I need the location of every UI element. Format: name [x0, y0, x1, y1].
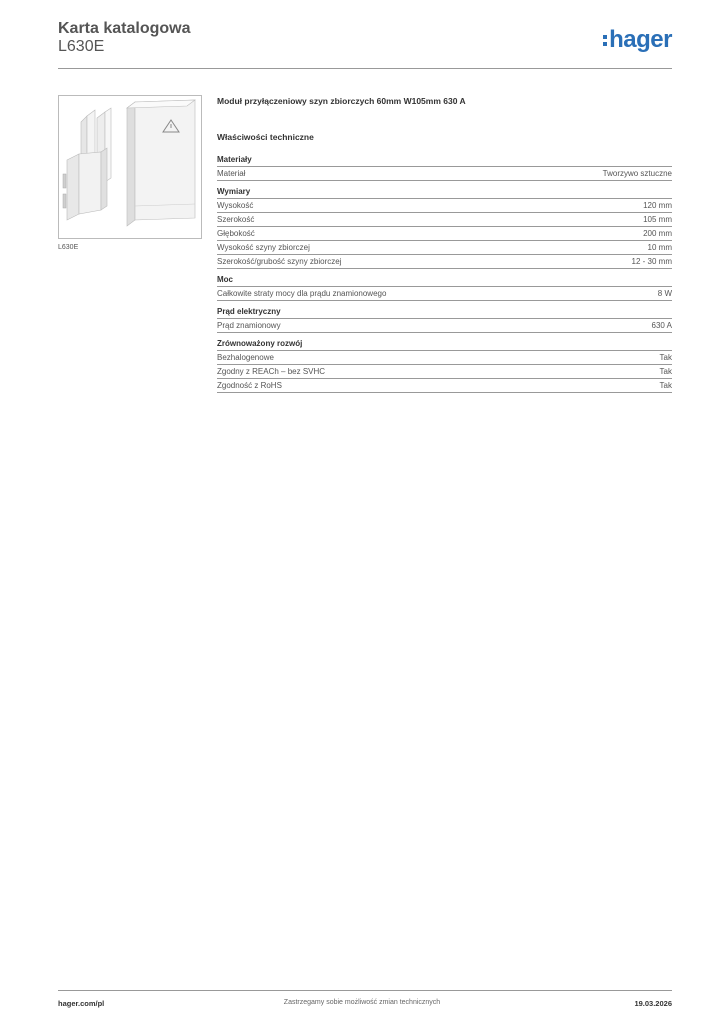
spec-value: 8 W [657, 289, 672, 298]
spec-label: Wysokość szyny zbiorczej [217, 243, 310, 252]
footer-divider [58, 990, 672, 991]
group-title: Zrównoważony rozwój [217, 339, 672, 351]
group-dimensions [217, 187, 672, 269]
spec-label: Szerokość [217, 215, 255, 224]
spec-row [217, 255, 672, 269]
spec-row [217, 227, 672, 241]
spec-value: Tak [659, 353, 672, 362]
spec-label: Prąd znamionowy [217, 321, 281, 330]
image-caption: L630E [58, 244, 79, 251]
group-materials [217, 155, 672, 181]
spec-label: Materiał [217, 169, 246, 178]
spec-value: 12 - 30 mm [631, 257, 672, 266]
group-title: Prąd elektryczny [217, 307, 672, 319]
spec-row [217, 167, 672, 181]
header-divider [58, 68, 672, 69]
spec-row [217, 213, 672, 227]
spec-row [217, 319, 672, 333]
technical-properties-heading: Właściwości techniczne [217, 132, 314, 142]
logo-text: hager [609, 26, 672, 53]
group-title: Wymiary [217, 187, 672, 199]
group-sustainability [217, 339, 672, 393]
spec-value: Tworzywo sztuczne [602, 169, 672, 178]
spec-row [217, 351, 672, 365]
spec-value: 105 mm [643, 215, 672, 224]
spec-label: Szerokość/grubość szyny zbiorczej [217, 257, 342, 266]
spec-value: 10 mm [647, 243, 672, 252]
busbar-module-illustration [59, 96, 201, 238]
product-code: L630E [58, 38, 105, 55]
spec-section [217, 96, 672, 399]
product-name: Moduł przyłączeniowy szyn zbiorczych 60mm W105mm 630 A [217, 96, 466, 106]
group-title: Moc [217, 275, 672, 287]
footer-disclaimer: Zastrzegamy sobie możliwość zmian technicznych [283, 999, 441, 1006]
spec-value: Tak [659, 367, 672, 376]
spec-label: Całkowite straty mocy dla prądu znamionowego [217, 289, 387, 298]
document-title: Karta katalogowa [58, 20, 191, 37]
spec-row [217, 379, 672, 393]
product-image [58, 95, 202, 239]
spec-row [217, 365, 672, 379]
spec-value: 200 mm [643, 229, 672, 238]
footer-date: 19.03.2026 [634, 999, 672, 1008]
spec-label: Wysokość [217, 201, 254, 210]
spec-row [217, 287, 672, 301]
spec-label: Bezhalogenowe [217, 353, 274, 362]
spec-value: 120 mm [643, 201, 672, 210]
spec-value: 630 A [651, 321, 672, 330]
group-title: Materiały [217, 155, 672, 167]
hager-logo [603, 28, 672, 52]
group-current [217, 307, 672, 333]
spec-value: Tak [659, 381, 672, 390]
spec-label: Zgodny z REACh – bez SVHC [217, 367, 326, 376]
group-power [217, 275, 672, 301]
spec-label: Zgodność z RoHS [217, 381, 282, 390]
spec-row [217, 199, 672, 213]
logo-dots-icon [603, 35, 607, 46]
spec-label: Głębokość [217, 229, 255, 238]
spec-row [217, 241, 672, 255]
footer-website-link[interactable]: hager.com/pl [58, 999, 105, 1008]
